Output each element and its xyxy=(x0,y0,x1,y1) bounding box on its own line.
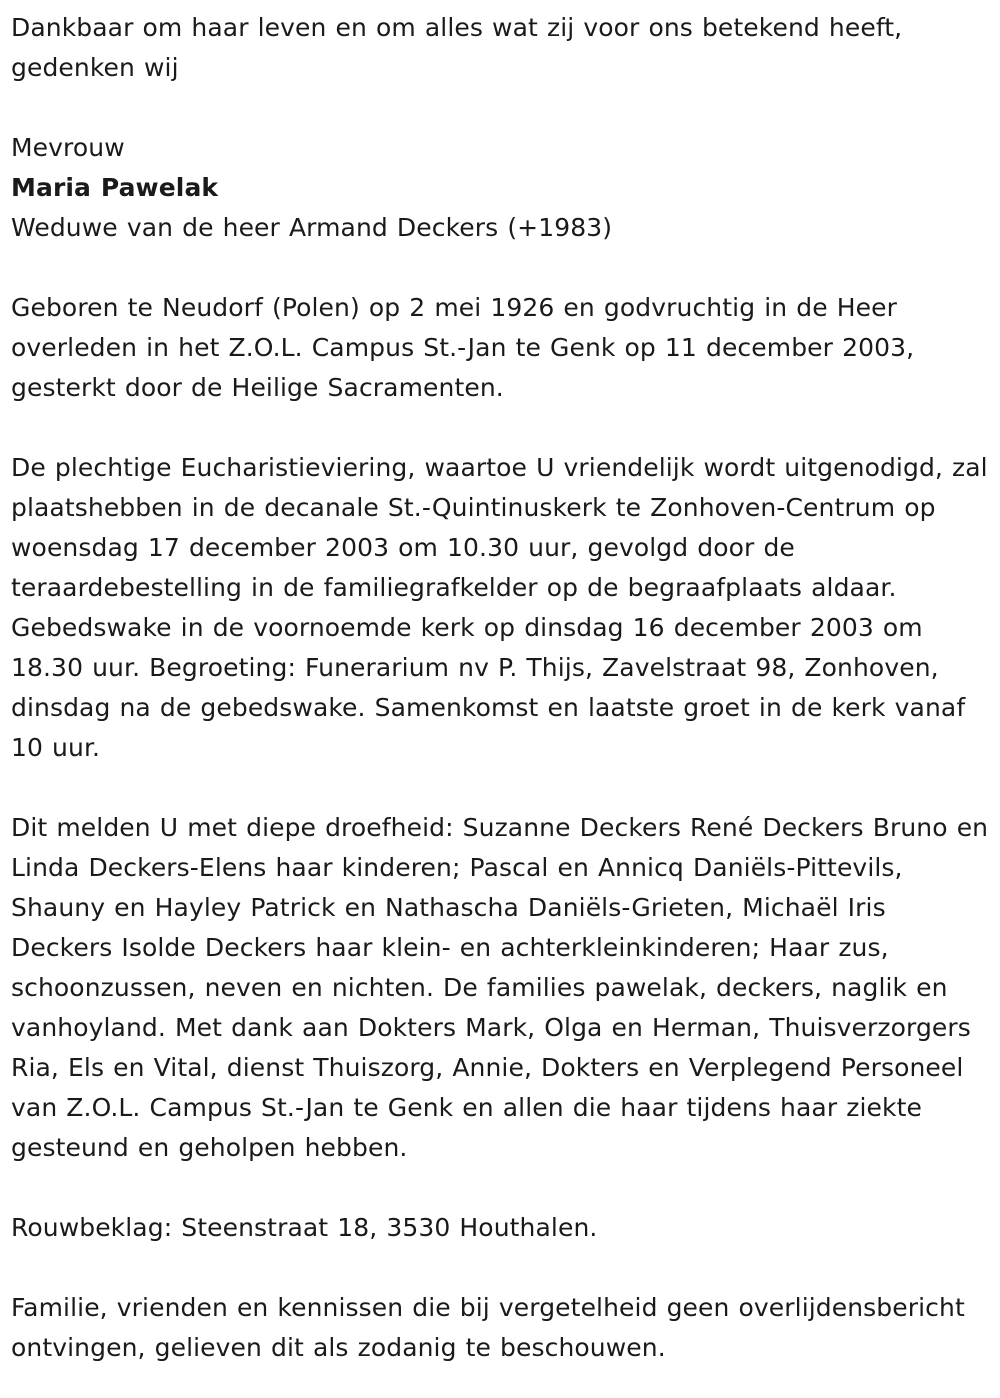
spacer xyxy=(11,88,990,128)
family-text: Dit melden U met diepe droefheid: Suzanne Deckers René Deckers Bruno en Linda Deckers-Elens haar kinderen; Pascal en Annicq Daniëls-Pittevils, Shauny en Hayley Patrick en Nathascha Daniëls-Grieten, Michaël Iris Deckers Isolde Deckers haar klein- en achterkleinkinderen; Haar zus, schoonzussen, neven en nichten. De families pawelak, deckers, naglik en vanhoyland. Met dank aan Dokters Mark, Olga en Herman, Thuisverzorgers Ria, Els en Vital, dienst Thuiszorg, Annie, Dokters en Verplegend Personeel van Z.O.L. Campus St.-Jan te Genk en allen die haar tijdens haar ziekte gesteund en geholpen hebben. xyxy=(11,813,989,1162)
spacer xyxy=(11,248,990,288)
birth-death-text: Geboren te Neudorf (Polen) op 2 mei 1926 en godvruchtig in de Heer overleden in het Z.O.L. Campus St.-Jan te Genk op 11 december 2003, gesterkt door de Heilige Sacramenten. xyxy=(11,293,915,402)
spacer xyxy=(11,1248,990,1288)
spacer xyxy=(11,408,990,448)
salutation: Mevrouw xyxy=(11,133,125,162)
intro-text: Dankbaar om haar leven en om alles wat zij voor ons betekend heeft, gedenken wij xyxy=(11,13,903,82)
ceremony-text: De plechtige Eucharistieviering, waartoe U vriendelijk wordt uitgenodigd, zal plaatshebben in de decanale St.-Quintinuskerk te Zonhoven-Centrum op woensdag 17 december 2003 om 10.30 uur, gevolgd door de teraardebestelling in de familiegrafkelder op de begraafplaats aldaar. Gebedswake in de voornoemde kerk op dinsdag 16 december 2003 om 18.30 uur. Begroeting: Funerarium nv P. Thijs, Zavelstraat 98, Zonhoven, dinsdag na de gebedswake. Samenkomst en laatste groet in de kerk vanaf 10 uur. xyxy=(11,453,988,762)
spacer xyxy=(11,768,990,808)
spouse-text: Weduwe van de heer Armand Deckers (+1983) xyxy=(11,213,613,242)
closing-text: Familie, vrienden en kennissen die bij vergetelheid geen overlijdensbericht ontvingen, gelieven dit als zodanig te beschouwen. xyxy=(11,1293,965,1362)
deceased-name: Maria Pawelak xyxy=(11,173,219,202)
spacer xyxy=(11,1168,990,1208)
condolence-address: Rouwbeklag: Steenstraat 18, 3530 Houthalen. xyxy=(11,1213,598,1242)
